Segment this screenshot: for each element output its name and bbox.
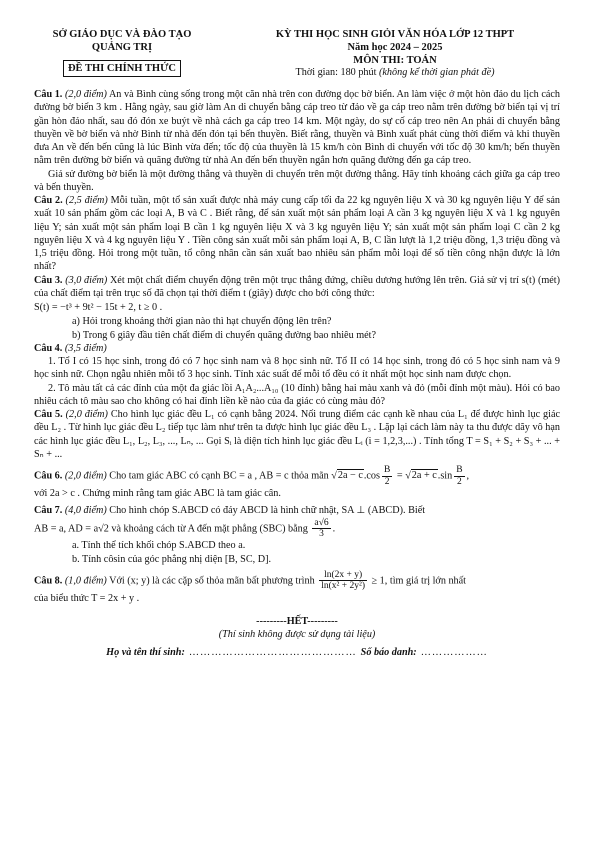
question-text: Cho tam giác ABC có cạnh BC = a , AB = c thỏa mãn <box>109 470 329 482</box>
question-6: Câu 6. (2,0 điểm) Cho tam giác ABC có cạnh BC = a , AB = c thỏa mãn √2a − c.cos $\frac{B}{2}$ = √2a + c.sin $\frac{B}{2}$ , <box>34 465 470 487</box>
question-1-text-2: Giả sử đường bờ biển là một đường thẳng và thuyền di chuyển trên một đường thẳng. Hãy tính khoảng cách giữa ga cáp treo và bến thuyền. <box>34 168 560 193</box>
inequality-text: ≥ 1, tìm giá trị lớn nhất <box>371 575 466 587</box>
frac-num: ln(2x + y) <box>319 570 367 581</box>
candidate-number-blank: ……………… <box>420 646 488 658</box>
question-points: (3,5 điểm) <box>64 342 107 354</box>
footer-note: (Thí sinh không được sử dụng tài liệu) <box>218 629 376 641</box>
question-label: Câu 4. <box>34 342 63 354</box>
question-3-part-a: a) Hỏi trong khoảng thời gian nào thì hạt chuyển động lên trên? <box>72 316 332 328</box>
exam-info-block <box>230 28 560 80</box>
province-name: QUẢNG TRỊ <box>91 42 153 54</box>
candidate-info <box>34 646 560 659</box>
question-7-part-b: b. Tính côsin của góc phẳng nhị diện [B, SC, D]. <box>72 553 272 565</box>
end-marker: ---------HẾT--------- <box>256 616 338 627</box>
question-points: (1,0 điểm) <box>64 575 107 587</box>
question-1 <box>34 88 560 168</box>
question-points: (2,0 điểm) <box>64 89 107 101</box>
frac-num: a√6 <box>314 517 329 528</box>
question-8-text-2: của biểu thức T = 2x + y . <box>34 592 140 604</box>
sqrt-right: 2a + c <box>411 470 437 482</box>
question-4-part-1: 1. Tổ I có 15 học sinh, trong đó có 7 học sinh nam và 8 học sinh nữ. Tổ II có 14 học sinh, trong đó có 5 học sinh nam và 9 học sinh nữ. Chọn ngẫu nhiên mỗi tổ 3 học sinh. Tính xác suất để mỗi tổ đều có ít nhất một học sinh nam được chọn. <box>34 356 560 381</box>
question-3 <box>34 274 560 301</box>
question-3-part-b: b) Trong 6 giây đầu tiên chất điểm di chuyển quãng đường bao nhiêu mét? <box>72 329 377 341</box>
question-4 <box>34 342 560 355</box>
question-text: Mỗi tuần, một tổ sản xuất được nhà máy cung cấp tối đa 22 kg nguyên liệu X và 30 kg nguyên liệu Y để sản xuất 10 sản phẩm gồm các loại A, B và C . Biết rằng, để sản xuất một sản phẩm loại A cần 3 kg nguyên liệu X và 1 kg nguyên liệu Y; sản xuất một sản phẩm loại B cần 1 kg nguyên liệu X và 3 kg nguyên liệu Y; sản xuất một sản phẩm loại C cần 2 kg nguyên liệu X và 4 kg nguyên liệu Y . Tiền công sản xuất mỗi sản phẩm loại A, B, C lần lượt là 1,2 triệu đồng, 1,3 triệu đồng và 1,5 triệu đồng. Hỏi trong một tuần, tổ công nhân cần sản xuất bao nhiêu sản phẩm mỗi loại để số tiền công nhận được là lớn nhất? <box>34 195 560 273</box>
question-points: (4,0 điểm) <box>64 505 107 517</box>
question-text: Cho hình lục giác đều L₁ có cạnh bằng 2024. Nối trung điểm các cạnh kề nhau của L₁ để được hình lục giác đều L₂ . Từ hình lục giác đều L₂ tiếp tục làm như trên ta được hình lục giác đều L₃ . Lặp lại cách làm này ta thu được dãy vô hạn các hình lục giác đều L₁, L₂, L₃, ..., Lₙ, ... Gọi Sᵢ là diện tích hình lục giác đều Lᵢ (i = 1,2,3,...) . Tính tổng T = S₁ + S₂ + S₃ + ... + Sₙ + ... <box>34 409 561 460</box>
sin-text: .sin <box>437 470 453 482</box>
exam-title: KỲ THI HỌC SINH GIỎI VĂN HÓA LỚP 12 THPT <box>275 29 515 40</box>
frac-num: B <box>384 465 391 476</box>
candidate-name-label: Họ và tên thí sinh: <box>106 646 185 658</box>
question-8 <box>34 570 560 592</box>
question-label: Câu 1. <box>34 89 63 101</box>
question-text: AB = a, AD = a√2 và khoảng cách từ A đến mặt phẳng (SBC) bằng <box>34 522 308 534</box>
frac-den: ln(x² + 2y²) <box>321 581 365 592</box>
official-exam-label: ĐỀ THI CHÍNH THỨC <box>63 60 181 77</box>
question-label: Câu 7. <box>34 505 63 517</box>
question-points: (2,0 điểm) <box>65 409 108 421</box>
question-7-part-a: a. Tính thể tích khối chóp S.ABCD theo a. <box>72 540 246 552</box>
question-text: Cho hình chóp S.ABCD có đáy ABCD là hình chữ nhật, SA ⊥ (ABCD). Biết <box>109 505 426 517</box>
time-note: (không kể thời gian phát đề) <box>379 67 495 79</box>
candidate-name-blank: ……………………………………… <box>188 646 357 658</box>
fraction-b-half-2 <box>454 465 464 487</box>
cos-text: .cos <box>363 470 380 482</box>
question-text: Xét một chất điểm chuyển động trên một trục thẳng đứng, chiều dương hướng lên trên. Giả sử vị trí s(t) (mét) của chất điểm tại trên trục số đã chọn tại thời điểm t (giây) được cho bởi công thức: <box>34 274 561 299</box>
frac-den: 2 <box>384 476 390 487</box>
candidate-number-label: Số báo danh: <box>360 646 417 658</box>
frac-den: 2 <box>457 476 462 487</box>
question-7 <box>34 504 560 517</box>
school-year: Năm học 2024 – 2025 <box>347 42 443 54</box>
equals-sign: = <box>394 470 406 482</box>
question-label: Câu 5. <box>34 409 63 421</box>
question-label: Câu 8. <box>34 575 63 587</box>
question-points: (2,5 điểm) <box>65 195 108 207</box>
question-points: (2,0 điểm) <box>64 470 107 482</box>
sqrt-left: 2a − c <box>337 470 363 482</box>
question-6-text-2: với 2a > c . Chứng minh rằng tam giác ABC là tam giác cân. <box>34 488 281 499</box>
time-text: Thời gian: 180 phút <box>295 67 377 79</box>
frac-num: B <box>456 465 463 476</box>
exam-time <box>230 67 560 80</box>
fraction-b-half-1 <box>382 465 392 487</box>
question-4-part-2: 2. Tô màu tất cả các đỉnh của một đa giác lồi A₁A₂...A₁₀ (10 đỉnh) bằng hai màu xanh và đỏ (mỗi đỉnh một màu). Hỏi có bao nhiêu cách tô màu sao cho không có hai đỉnh liền kề nào của đa giác có cùng màu đỏ? <box>34 382 560 407</box>
question-label: Câu 3. <box>34 274 63 286</box>
question-points: (3,0 điểm) <box>65 274 108 286</box>
exam-header <box>34 28 560 80</box>
question-text: Với (x; y) là các cặp số thỏa mãn bất phương trình <box>109 575 315 587</box>
department-name: SỞ GIÁO DỤC VÀ ĐÀO TẠO <box>52 29 192 40</box>
question-label: Câu 6. <box>34 470 63 482</box>
frac-den: 3 <box>319 528 324 539</box>
question-2 <box>34 194 560 274</box>
subject: MÔN THI: TOÁN <box>353 55 437 67</box>
fraction-distance <box>312 518 330 540</box>
fraction-log-inequality <box>319 570 367 592</box>
question-3-formula: S(t) = −t³ + 9t² − 15t + 2, t ≥ 0 . <box>34 302 163 314</box>
question-label: Câu 2. <box>34 195 63 207</box>
question-text: An và Bình cùng sống trong một căn nhà trên con đường dọc bờ biển. An làm việc ở một hòn đảo du lịch cách đường bờ biển 3 km . Hằng ngày, sau giờ làm An di chuyển bằng cáp treo từ đảo về ga cáp treo nằm trên đường bờ biển tại vị trí gần hòn đảo nhất, sau đó đón xe buýt về nhà cách ga cáp treo 14 km. Một ngày, do sự cố cáp treo nên An phải di chuyển bằng thuyền về bờ biển và nhờ Bình từ nhà đến đón tại bến thuyền. Biết rằng, thuyền và Bình xuất phát cùng thời điểm và khi thuyền đưa An về đến bến cũng là lúc Bình vừa đến; tốc độ của thuyền là 15 km/h còn Bình di chuyển với tốc độ 30 km/h; bến thuyền nằm trên đường bờ biển và quãng đường từ nhà An đến bến thuyền ngắn hơn quãng đường đến ga cáp treo. <box>34 89 561 167</box>
question-5 <box>34 408 560 461</box>
department-block <box>34 28 210 77</box>
question-7-text-2: AB = a, AD = a√2 và khoảng cách từ A đến mặt phẳng (SBC) bằng $\frac{a√6}{3}$ . <box>34 517 336 539</box>
